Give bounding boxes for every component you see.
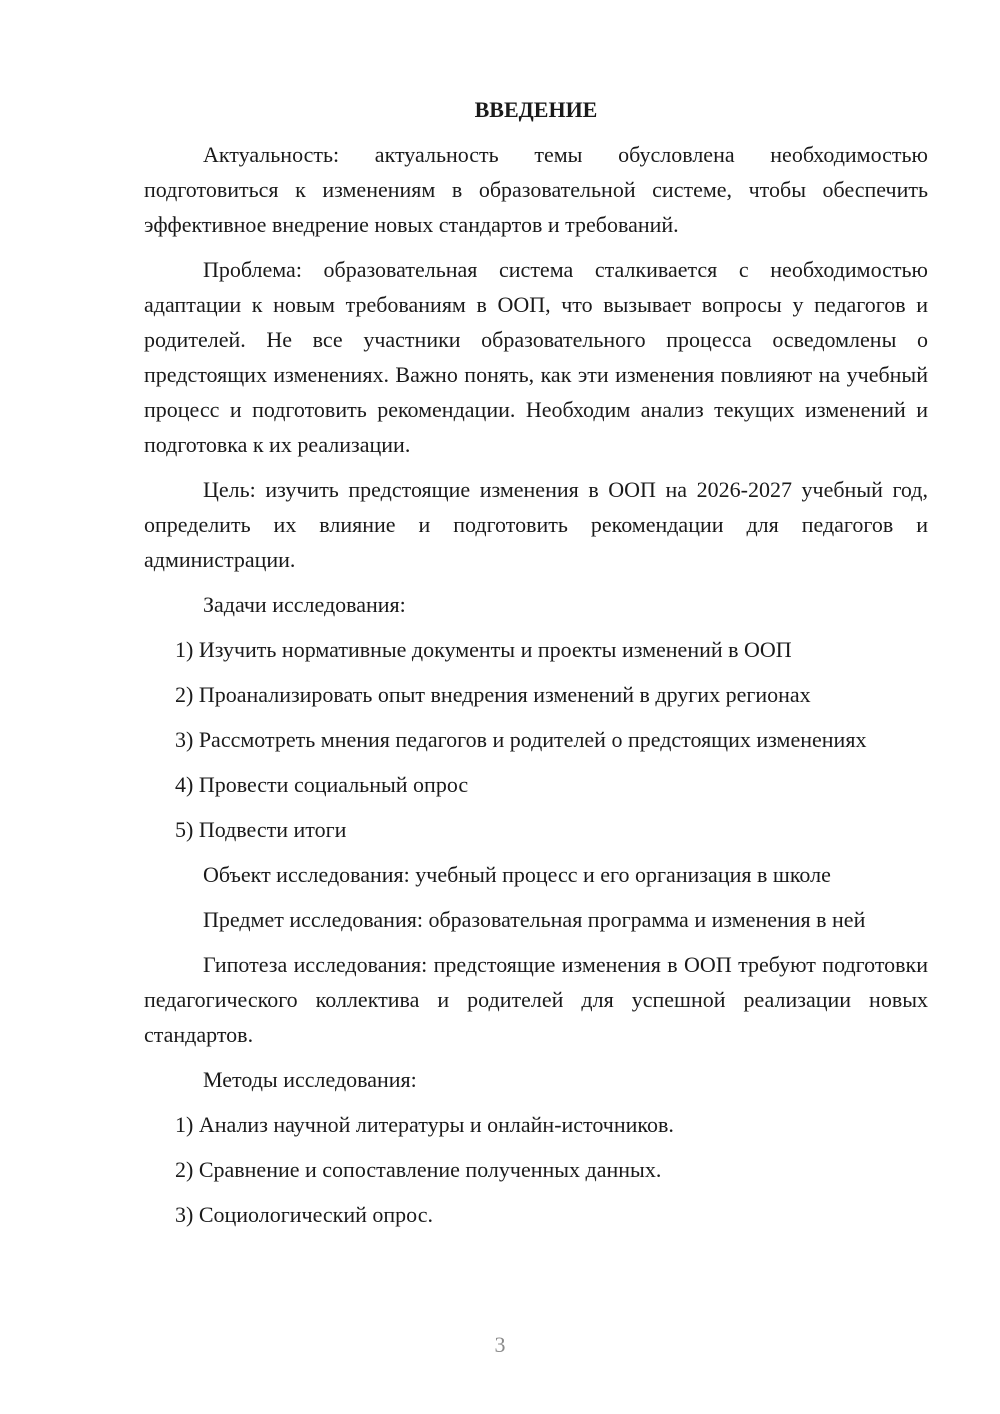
task-item: 1) Изучить нормативные документы и проекты изменений в ООП	[175, 637, 792, 662]
relevance-paragraph: Актуальность: актуальность темы обусловлена необходимостью подготовиться к изменениям в образовательной системе, чтобы обеспечить эффективное внедрение новых стандартов и требований.	[144, 142, 928, 237]
task-item: 2) Проанализировать опыт внедрения изменений в других регионах	[175, 682, 811, 707]
subject-paragraph: Предмет исследования: образовательная программа и изменения в ней	[203, 907, 866, 932]
method-item: 3) Социологический опрос.	[175, 1202, 433, 1227]
problem-paragraph: Проблема: образовательная система сталкивается с необходимостью адаптации к новым требованиям в ООП, что вызывает вопросы у педагогов и родителей. Не все участники образовательного процесса осведомлены о предстоящих изменениях. Важно понять, как эти изменения повлияют на учебный процесс и подготовить рекомендации. Необходим анализ текущих изменений и подготовка к их реализации.	[144, 257, 928, 457]
task-item: 5) Подвести итоги	[175, 817, 347, 842]
goal-paragraph: Цель: изучить предстоящие изменения в ООП на 2026-2027 учебный год, определить их влияние и подготовить рекомендации для педагогов и администрации.	[144, 477, 928, 572]
methods-heading: Методы исследования:	[203, 1067, 417, 1092]
tasks-heading: Задачи исследования:	[203, 592, 406, 617]
method-item: 2) Сравнение и сопоставление полученных данных.	[175, 1157, 662, 1182]
hypothesis-paragraph: Гипотеза исследования: предстоящие изменения в ООП требуют подготовки педагогического коллектива и родителей для успешной реализации новых стандартов.	[144, 952, 928, 1047]
document-page	[144, 92, 928, 1242]
task-item: 4) Провести социальный опрос	[175, 772, 469, 797]
section-title: ВВЕДЕНИЕ	[474, 97, 598, 122]
method-item: 1) Анализ научной литературы и онлайн-источников.	[175, 1112, 674, 1137]
task-item: 3) Рассмотреть мнения педагогов и родителей о предстоящих изменениях	[175, 727, 867, 752]
object-paragraph: Объект исследования: учебный процесс и его организация в школе	[203, 862, 831, 887]
page-number: 3	[494, 1332, 506, 1357]
